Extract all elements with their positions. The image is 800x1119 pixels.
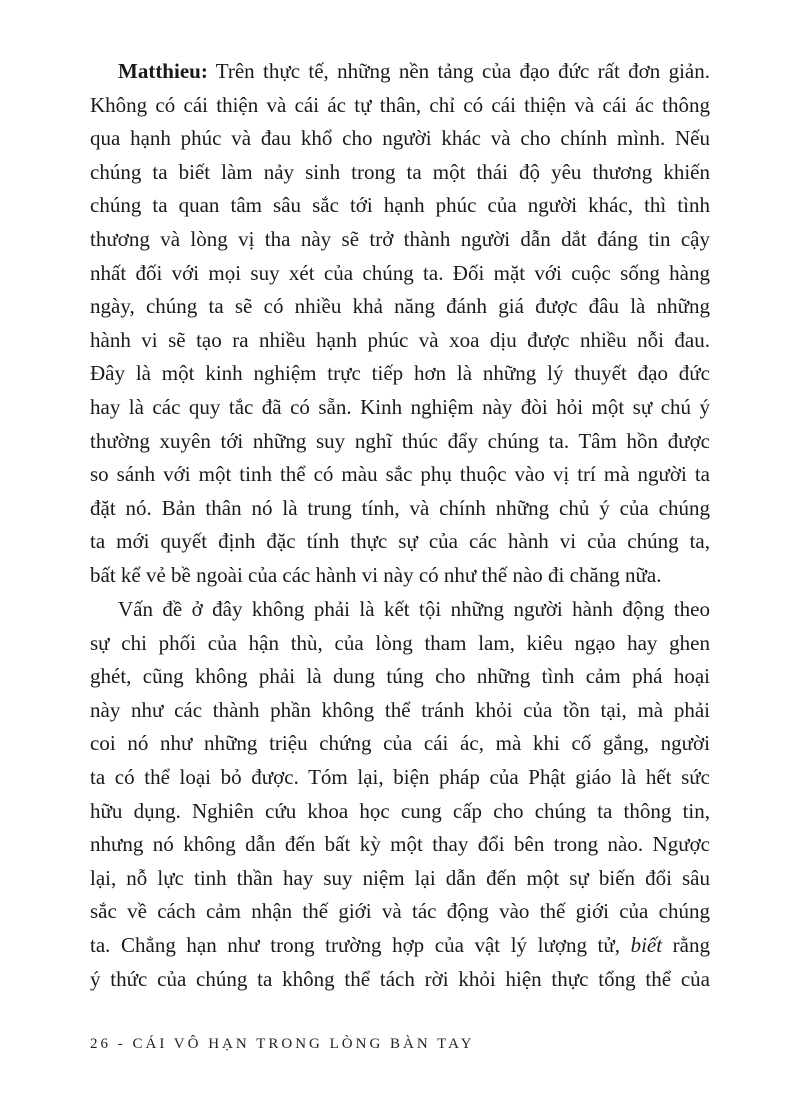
text-line-content: rằng bbox=[662, 932, 710, 957]
text-line: này như các thành phần không thể tránh khỏi của tồn tại, mà phải bbox=[90, 697, 710, 722]
text-line: chúng ta quan tâm sâu sắc tới hạnh phúc của người khác, thì tình bbox=[90, 193, 710, 218]
text-line: nhưng nó không dẫn đến bất kỳ một thay đổi bên trong nào. Ngược bbox=[90, 832, 710, 857]
text-line: thương và lòng vị tha này sẽ trở thành người dẫn dắt đáng tin cậy bbox=[90, 226, 710, 251]
text-line bbox=[90, 929, 710, 963]
text-line: ngày, chúng ta sẽ có nhiều khả năng đánh giá được đâu là những bbox=[90, 294, 710, 319]
text-line: sắc về cách cảm nhận thế giới và tác động vào thế giới của chúng bbox=[90, 899, 710, 924]
text-line: Không có cái thiện và cái ác tự thân, chỉ có cái thiện và cái ác thông bbox=[90, 92, 710, 117]
text-line: hay là các quy tắc đã có sẵn. Kinh nghiệm này đòi hỏi một sự chú ý bbox=[90, 394, 710, 419]
text-line: qua hạnh phúc và đau khổ cho người khác và cho chính mình. Nếu bbox=[90, 126, 710, 151]
text-line-content: Trên thực tế, những nền tảng của đạo đức rất đơn giản. bbox=[207, 59, 710, 83]
text-line: hành vi sẽ tạo ra nhiều hạnh phúc và xoa dịu được nhiều nỗi đau. bbox=[90, 327, 710, 352]
text-line: coi nó như những triệu chứng của cái ác, mà khi cố gắng, người bbox=[90, 731, 710, 756]
speaker-name: Matthieu: bbox=[118, 59, 208, 83]
text-line: ghét, cũng không phải là dung túng cho những tình cảm phá hoại bbox=[90, 664, 710, 689]
text-line: ta có thể loại bỏ được. Tóm lại, biện pháp của Phật giáo là hết sức bbox=[90, 764, 710, 789]
text-line bbox=[90, 55, 710, 89]
text-line: sự chi phối của hận thù, của lòng tham lam, kiêu ngạo hay ghen bbox=[90, 630, 710, 655]
text-line: bất kể vẻ bề ngoài của các hành vi này có như thế nào đi chăng nữa. bbox=[90, 562, 662, 587]
emphasis-word: biết bbox=[630, 932, 663, 957]
text-line: Đây là một kinh nghiệm trực tiếp hơn là những lý thuyết đạo đức bbox=[90, 361, 710, 386]
text-line: ý thức của chúng ta không thể tách rời khỏi hiện thực tổng thể của bbox=[90, 966, 710, 991]
text-line: ta mới quyết định đặc tính thực sự của các hành vi của chúng ta, bbox=[90, 529, 710, 554]
paragraph-1 bbox=[90, 55, 710, 593]
text-line: Vấn đề ở đây không phải là kết tội những người hành động theo bbox=[118, 597, 710, 621]
page-footer: 26 - CÁI VÔ HẠN TRONG LÒNG BÀN TAY bbox=[90, 1036, 475, 1052]
paragraph-2 bbox=[90, 593, 710, 996]
text-line: lại, nỗ lực tinh thần hay suy niệm lại dẫn đến một sự biến đổi sâu bbox=[90, 865, 710, 890]
text-line: so sánh với một tinh thể có màu sắc phụ thuộc vào vị trí mà người ta bbox=[90, 462, 710, 487]
text-line-content: ta. Chẳng hạn như trong trường hợp của vật lý lượng tử, bbox=[90, 932, 631, 957]
text-line: chúng ta biết làm nảy sinh trong ta một thái độ yêu thương khiến bbox=[90, 159, 710, 184]
text-line: nhất đối với mọi suy xét của chúng ta. Đối mặt với cuộc sống hàng bbox=[90, 260, 710, 285]
text-line: đặt nó. Bản thân nó là trung tính, và chính những chủ ý của chúng bbox=[90, 495, 710, 520]
text-line: thường xuyên tới những suy nghĩ thúc đẩy chúng ta. Tâm hồn được bbox=[90, 428, 710, 453]
text-line: hữu dụng. Nghiên cứu khoa học cung cấp cho chúng ta thông tin, bbox=[90, 798, 710, 823]
